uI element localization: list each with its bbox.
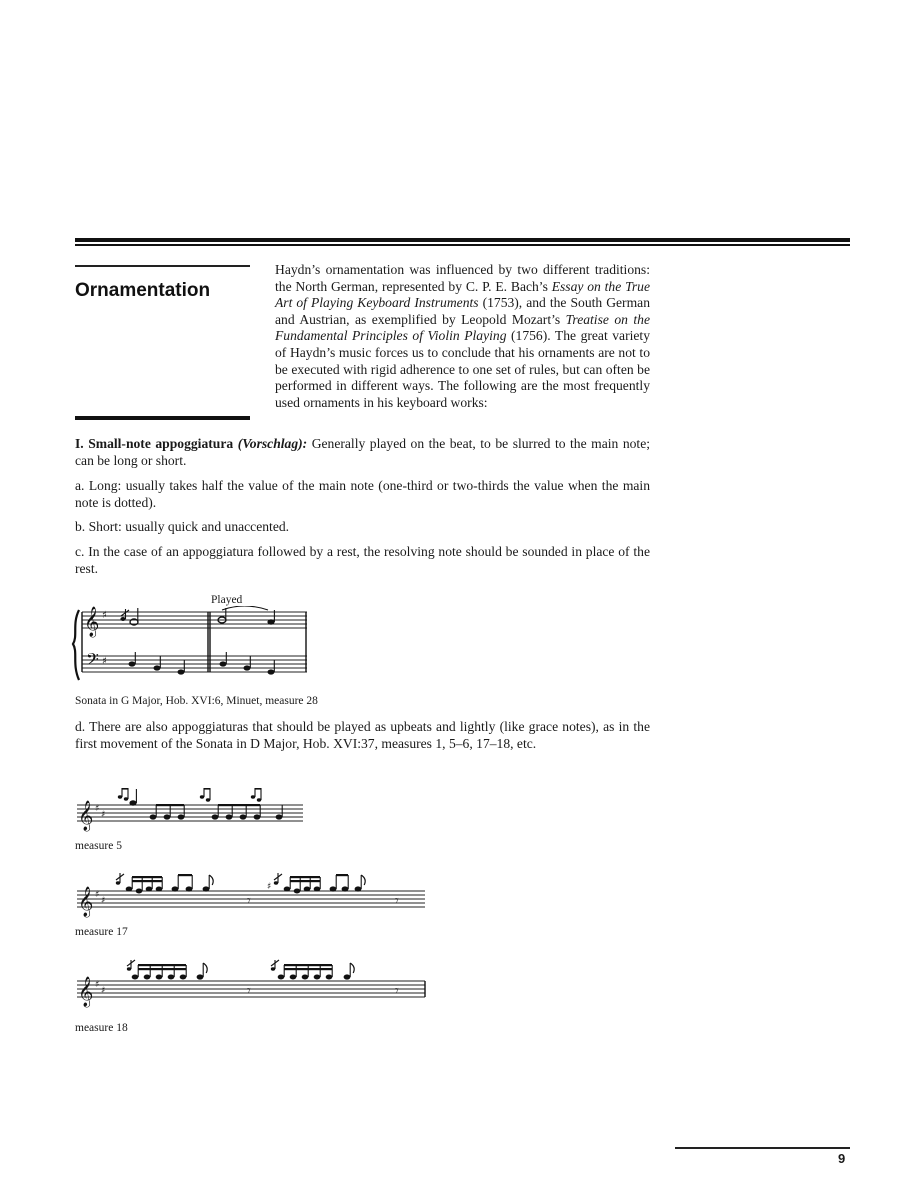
item-b: b. Short: usually quick and unaccented. xyxy=(75,519,290,534)
measure-5-staff xyxy=(75,783,305,835)
measure-17-staff xyxy=(75,867,430,919)
played-label: Played xyxy=(211,594,243,606)
book-title: Essay on the True Art of Playing Keyboard Instruments xyxy=(275,278,650,311)
note xyxy=(342,886,349,891)
appoggiatura-heading xyxy=(75,436,650,469)
bass-note xyxy=(220,661,227,666)
header-rule-thin xyxy=(75,244,850,246)
intro-paragraph xyxy=(275,262,650,411)
grace-group xyxy=(274,873,282,885)
measure-18-caption: measure 18 xyxy=(75,1022,128,1034)
note xyxy=(276,814,283,819)
slur xyxy=(222,606,268,610)
sharp-icon: ♯ xyxy=(95,980,100,990)
section-rule-top xyxy=(75,265,250,267)
eighth-rest-icon: 𝄾 xyxy=(247,983,251,999)
note xyxy=(355,886,362,891)
grace-group xyxy=(127,960,135,971)
item-d: d. There are also appoggiaturas that should be played as upbeats and lightly (like grace notes), as in the first movement of the Sonata in D Major, Hob. XVI:37, measures 1, 5–6, 17–18, etc. xyxy=(75,719,650,751)
sharp-icon: ♯ xyxy=(267,882,272,892)
bass-note xyxy=(129,661,136,666)
note xyxy=(129,800,136,805)
note xyxy=(344,974,351,979)
section-title: Ornamentation xyxy=(75,280,211,301)
treble-clef-icon: 𝄞 xyxy=(78,977,94,1007)
heading-italic: (Vorschlag): xyxy=(237,436,308,451)
sixteenth-group xyxy=(278,964,333,980)
quarter-note xyxy=(267,619,274,624)
grace-group xyxy=(118,788,128,801)
measure-5-caption: measure 5 xyxy=(75,840,122,852)
eighth-rest-icon: 𝄾 xyxy=(247,893,251,909)
sharp-icon: ♯ xyxy=(101,896,106,906)
eighth-group xyxy=(150,804,185,820)
grace-group xyxy=(200,788,210,802)
footer-rule xyxy=(675,1147,850,1149)
treble-sharp-icon: ♯ xyxy=(102,610,107,621)
intro-text: (1756). The great variety of Haydn’s music forces us to conclude that his ornaments are not to be executed with rigid adherence to one set of rules, but can often be performed in different ways. The following are the most frequently used ornaments in his keyboard works: xyxy=(275,328,650,410)
header-rule-thick xyxy=(75,238,850,242)
treble-clef-icon: 𝄞 xyxy=(78,887,94,917)
sixteenth-group xyxy=(132,964,187,980)
book-title: Treatise on the Fundamental Principles of Violin Playing xyxy=(275,311,650,344)
intro-text: (1753), and the South German and Austrian, as exemplified by Leopold Mozart’s xyxy=(275,295,650,327)
section-rule-bottom xyxy=(75,416,250,420)
sharp-icon: ♯ xyxy=(95,804,100,814)
eighth-rest-icon: 𝄾 xyxy=(395,983,399,999)
bass-note xyxy=(244,665,251,670)
staff-lines xyxy=(77,891,425,907)
grace-group xyxy=(251,788,261,802)
note xyxy=(330,886,337,891)
note xyxy=(197,974,204,979)
bass-note xyxy=(268,669,275,674)
grace-group xyxy=(271,960,279,971)
heading-bold: I. Small-note appoggiatura xyxy=(75,436,234,451)
intro-text: Haydn’s ornamentation was influenced by two different traditions: the North German, represented by C. P. E. Bach’s xyxy=(275,262,650,294)
page-number: 9 xyxy=(838,1151,846,1166)
bass-note xyxy=(178,669,185,674)
measure-18-staff xyxy=(75,957,430,1009)
item-c: c. In the case of an appoggiatura followed by a rest, the resolving note should be sounded in place of the rest. xyxy=(75,544,650,576)
grace-note xyxy=(120,617,125,621)
staff-lines xyxy=(77,981,425,997)
grace-group xyxy=(116,873,124,885)
treble-clef-icon: 𝄞 xyxy=(84,607,100,637)
staff-lines xyxy=(77,805,303,821)
sharp-icon: ♯ xyxy=(101,810,106,820)
sharp-icon: ♯ xyxy=(95,890,100,900)
note xyxy=(186,886,193,891)
bass-sharp-icon: ♯ xyxy=(102,656,107,667)
bass-staff xyxy=(82,656,307,672)
example1-caption: Sonata in G Major, Hob. XVI:6, Minuet, measure 28 xyxy=(75,695,318,707)
measure-17-caption: measure 17 xyxy=(75,926,128,938)
note xyxy=(172,886,179,891)
example1-grand-staff xyxy=(70,606,315,686)
treble-clef-icon: 𝄞 xyxy=(78,801,94,831)
heading-text: Generally played on the beat, to be slurred to the main note; can be long or short. xyxy=(75,436,651,468)
bass-clef-icon: 𝄢 xyxy=(86,649,99,673)
bass-note xyxy=(154,665,161,670)
note xyxy=(203,886,210,891)
brace xyxy=(73,610,79,680)
item-a: a. Long: usually takes half the value of the main note (one-third or two-thirds the value when the main note is dotted). xyxy=(75,478,650,510)
eighth-rest-icon: 𝄾 xyxy=(395,893,399,909)
sharp-icon: ♯ xyxy=(101,986,106,996)
